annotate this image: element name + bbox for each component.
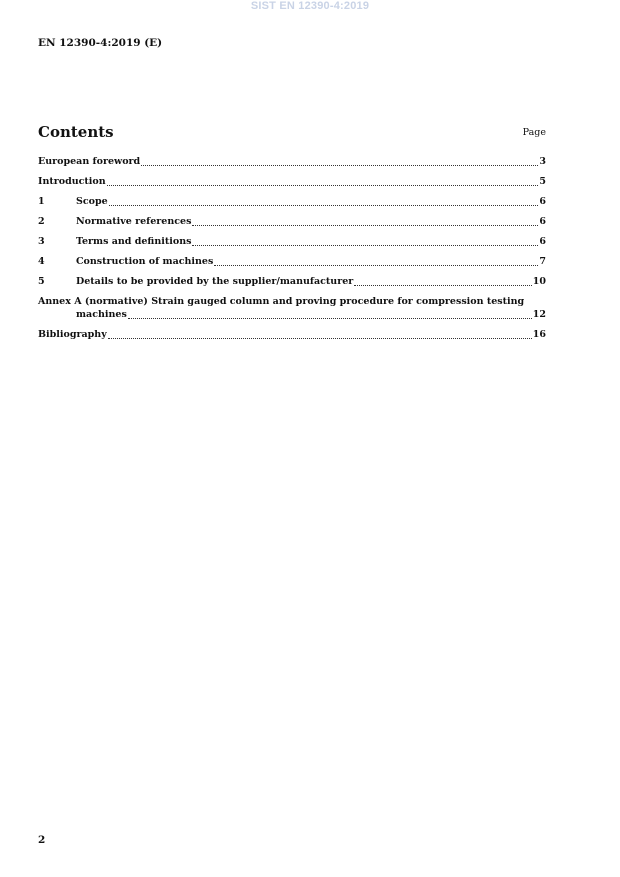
toc-entry-page: 12 [532,309,546,320]
leader-dots [107,177,539,186]
toc-entry-title: Normative references [76,216,192,227]
leader-dots [128,310,532,319]
watermark: SIST EN 12390-4:2019 [250,0,370,12]
toc-entry-details[interactable] [38,276,546,289]
toc-entry-title: Introduction [38,176,106,187]
toc-entry-number: 5 [38,276,45,287]
toc-entry-page: 10 [532,276,546,287]
toc-entry-terms[interactable] [38,236,546,249]
toc-entry-title-continued: machines [76,309,127,320]
toc-entry-title: Construction of machines [76,256,214,267]
toc-entry-construction[interactable] [38,256,546,269]
toc-entry-foreword[interactable] [38,156,546,169]
toc-entry-page: 6 [539,236,546,247]
leader-dots [109,197,539,206]
contents-title: Contents [38,123,114,141]
toc-entry-number: 2 [38,216,45,227]
toc-entry-number: 4 [38,256,45,267]
table-of-contents [38,156,546,349]
leader-dots [192,237,538,246]
toc-entry-scope[interactable] [38,196,546,209]
toc-entry-title: European foreword [38,156,141,167]
leader-dots [354,277,531,286]
toc-entry-title: Terms and definitions [76,236,192,247]
toc-entry-page: 6 [539,196,546,207]
toc-entry-page: 5 [539,176,546,187]
page-column-label: Page [522,127,546,138]
page-number: 2 [38,834,46,846]
toc-entry-page: 6 [539,216,546,227]
toc-entry-bibliography[interactable] [38,329,546,342]
leader-dots [108,330,532,339]
toc-entry-annex-a[interactable] [38,296,546,322]
toc-entry-title: Details to be provided by the supplier/manufacturer [76,276,354,287]
toc-entry-title: Annex A (normative) Strain gauged column and proving procedure for compression testing [38,296,525,307]
toc-entry-number: 1 [38,196,45,207]
toc-entry-normative-references[interactable] [38,216,546,229]
toc-entry-page: 16 [532,329,546,340]
toc-entry-introduction[interactable] [38,176,546,189]
leader-dots [214,257,538,266]
document-id: EN 12390-4:2019 (E) [38,37,163,49]
toc-entry-number: 3 [38,236,45,247]
toc-entry-title: Scope [76,196,108,207]
toc-entry-page: 3 [539,156,546,167]
toc-entry-page: 7 [539,256,546,267]
leader-dots [192,217,538,226]
toc-entry-title: Bibliography [38,329,107,340]
leader-dots [141,157,538,166]
